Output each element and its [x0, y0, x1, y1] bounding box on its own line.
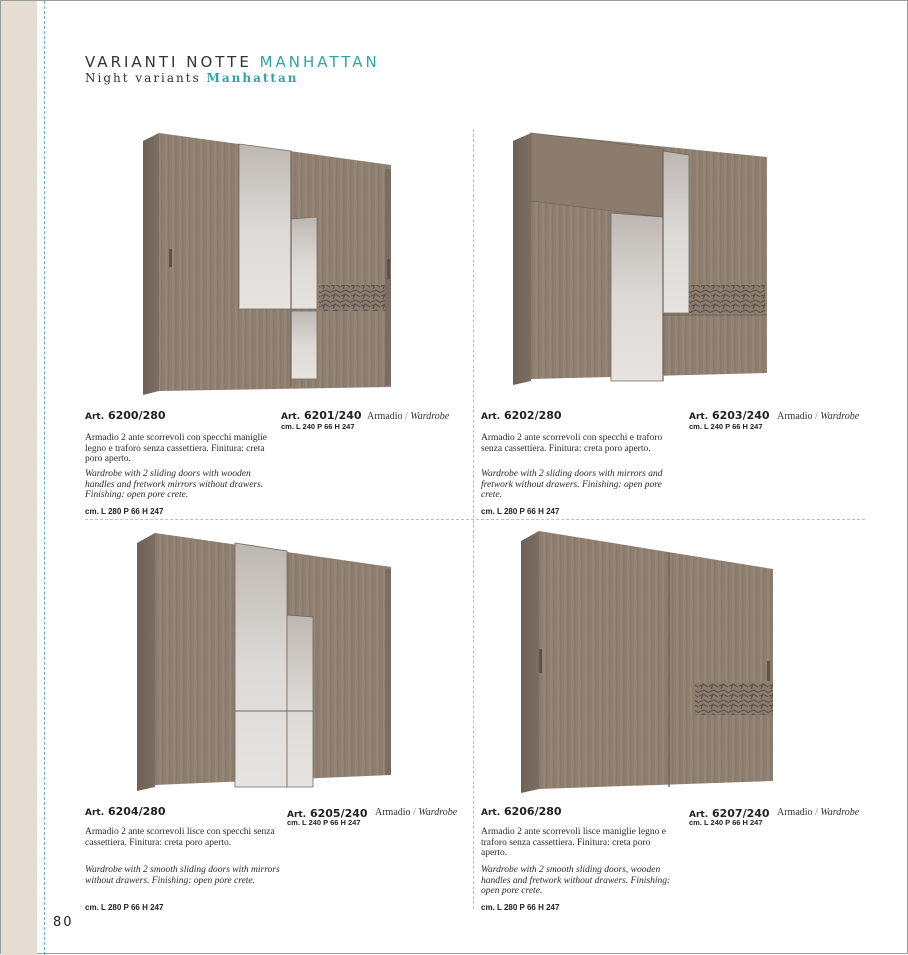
- page-margin-strip: [1, 1, 37, 955]
- wardrobe-image-6200: [141, 129, 401, 397]
- article-code-alt: Art. 6203/240: [689, 409, 770, 422]
- article-code-main: Art. 6200/280: [85, 409, 166, 422]
- dimensions-alt: cm. L 240 P 66 H 247: [689, 422, 763, 431]
- article-code-alt: Art. 6201/240: [281, 409, 362, 422]
- article-code-main: Art. 6204/280: [85, 805, 166, 818]
- description-italian: Armadio 2 ante scorrevoli con specchi maniglie legno e traforo senza cassettiera. Finitura: creta poro aperto.: [85, 433, 268, 464]
- article-code-alt: Art. 6205/240: [287, 807, 368, 820]
- dimensions-main: cm. L 280 P 66 H 247: [85, 507, 164, 516]
- description-english: Wardrobe with 2 sliding doors with mirrors and fretwork without drawers. Finishing: open pore crete.: [481, 469, 663, 500]
- dimensions-alt: cm. L 240 P 66 H 247: [281, 422, 355, 431]
- dimensions-main: cm. L 280 P 66 H 247: [481, 507, 560, 516]
- description-english: Wardrobe with 2 smooth sliding doors, wooden handles and fretwork without drawers. Finishing: open pore crete.: [481, 865, 671, 896]
- article-code-main: Art. 6206/280: [481, 805, 562, 818]
- dimensions-main: cm. L 280 P 66 H 247: [481, 903, 560, 912]
- article-code-main: Art. 6202/280: [481, 409, 562, 422]
- horizontal-divider: [85, 519, 865, 520]
- wardrobe-image-6206: [519, 529, 777, 795]
- wardrobe-image-6204: [135, 529, 393, 793]
- dimensions-main: cm. L 280 P 66 H 247: [85, 903, 164, 912]
- wardrobe-label: Armadio / Wardrobe: [375, 807, 458, 818]
- margin-dashed-line: [44, 1, 45, 955]
- dimensions-alt: cm. L 240 P 66 H 247: [287, 818, 361, 827]
- description-italian: Armadio 2 ante scorrevoli lisce con specchi senza cassettiera. Finitura: creta poro aperto.: [85, 827, 275, 848]
- description-english: Wardrobe with 2 smooth sliding doors with mirrors without drawers. Finishing: open pore crete.: [85, 865, 280, 886]
- dimensions-alt: cm. L 240 P 66 H 247: [689, 818, 763, 827]
- description-italian: Armadio 2 ante scorrevoli con specchi e traforo senza cassettiera. Finitura: creta poro aperto.: [481, 433, 663, 454]
- description-english: Wardrobe with 2 sliding doors with wooden handles and fretwork mirrors without drawers. Finishing: open pore crete.: [85, 469, 264, 500]
- section-title-english: Night variants Manhattan: [85, 71, 299, 85]
- section-title-italian: VARIANTI NOTTE MANHATTAN: [85, 53, 380, 71]
- wardrobe-label: Armadio / Wardrobe: [777, 411, 860, 422]
- wardrobe-label: Armadio / Wardrobe: [777, 807, 860, 818]
- article-code-alt: Art. 6207/240: [689, 807, 770, 820]
- page-number: 80: [53, 915, 74, 930]
- wardrobe-label: Armadio / Wardrobe: [367, 411, 450, 422]
- description-italian: Armadio 2 ante scorrevoli lisce maniglie legno e traforo senza cassettiera. Finitura: creta poro aperto.: [481, 827, 666, 858]
- wardrobe-image-6202: [511, 129, 773, 387]
